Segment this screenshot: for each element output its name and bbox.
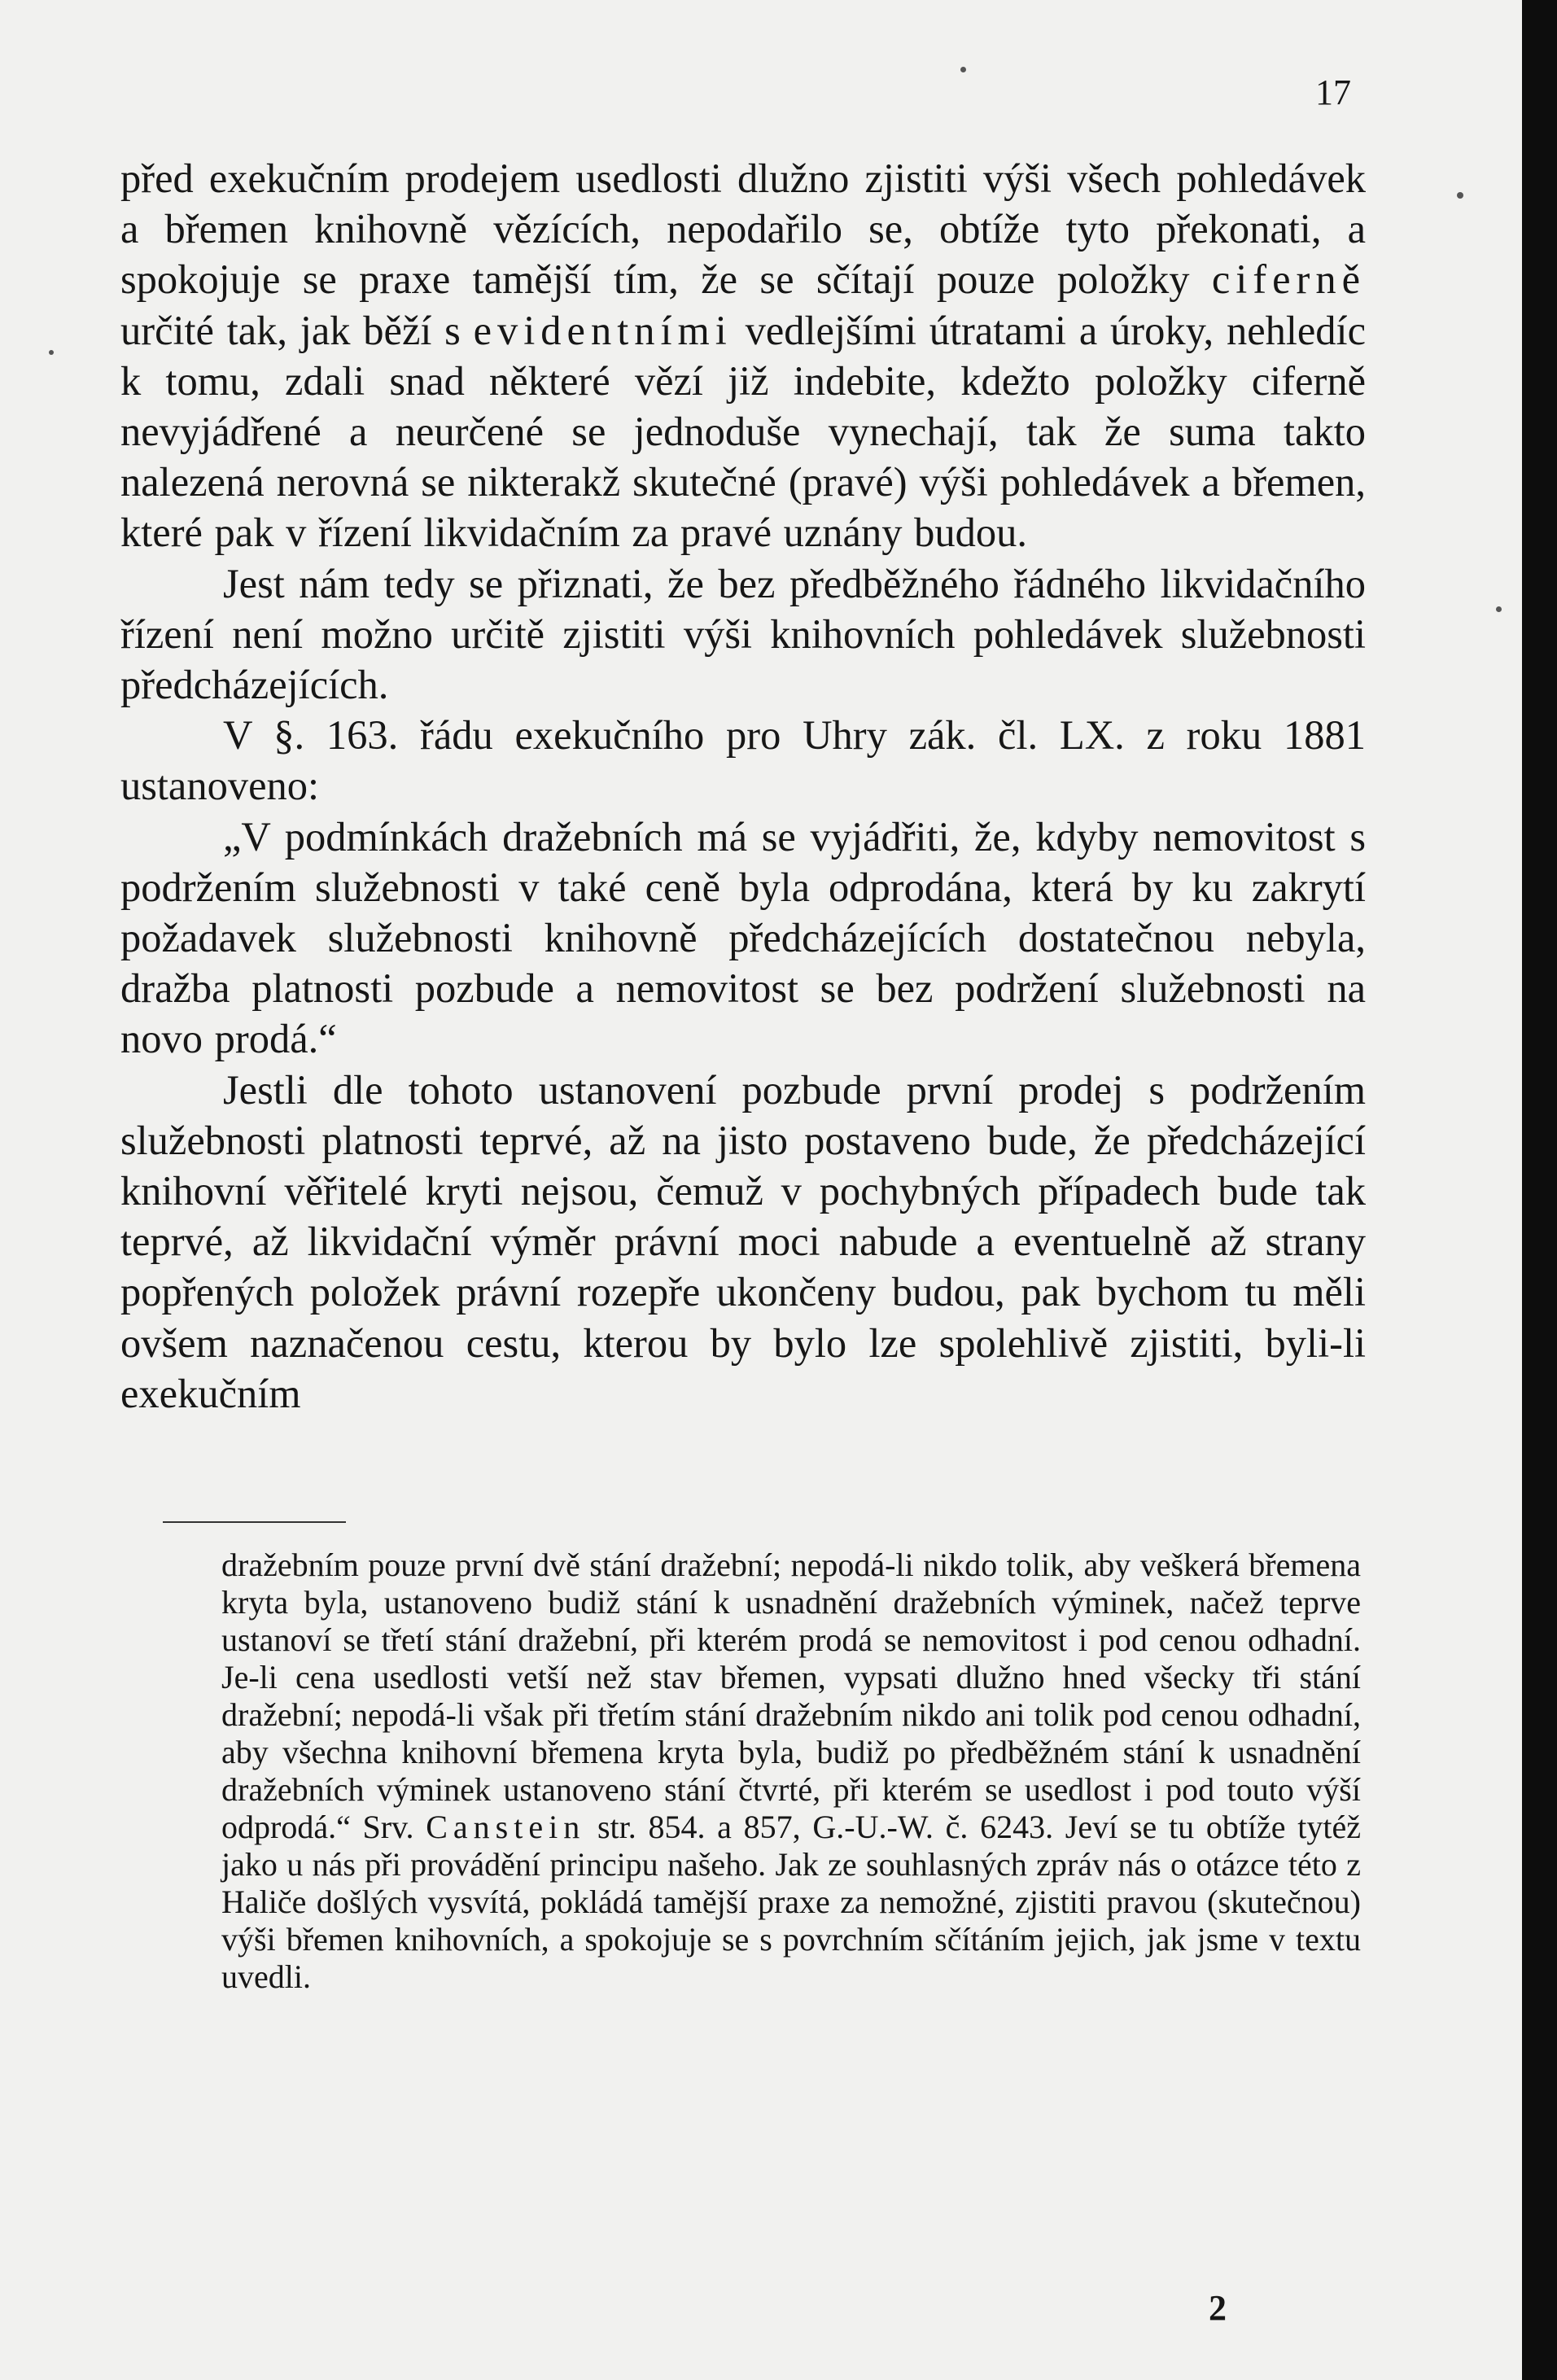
footnote-part-c: str. 854. a 857, G.-U.-W. č. 6243. Jeví se tu obtíže tytéž jako u nás při provádění principu našeho. Jak ze souhlasných zpráv nás o otázce této z Haliče došlých vysvítá, pokládá tamější praxe za nemožné, zjistiti pravou (skutečnou) výši břemen knihovních, a spokojuje se s povrchním sčítáním jejich, jak jsme v textu uvedli. xyxy=(221,1809,1362,1995)
page-number: 17 xyxy=(1315,72,1351,112)
signature-mark: 2 xyxy=(1209,2288,1227,2328)
scan-speck xyxy=(1496,606,1502,612)
paragraph-2: Jest nám tedy se přiznati, že bez předběžného řádného likvidačního řízení není možno určitě zjistiti výši knihovních pohledávek služebnosti předcházejících. xyxy=(120,560,1366,708)
scan-speck xyxy=(1457,192,1463,199)
paragraph-1-part-e: vedlejšími útratami a úroky, nehledíc k tomu, zdali snad některé vězí již indebite, kdežto položky ciferně nevyjádřené a neurčené se jednoduše vynechají, tak že suma takto nalezená nerovná se nikterakž skutečné (pravé) výši pohledávek a břemen, které pak v řízení likvidačním za pravé uznány budou. xyxy=(120,307,1366,556)
main-text xyxy=(120,153,1366,1419)
paragraph-1-part-c: určité tak, jak běží s xyxy=(120,307,474,353)
paragraph-1-spaced-ciferne: ciferně xyxy=(1211,256,1366,303)
paragraph-1-part-a: před exekučním prodejem usedlosti dlužno zjistiti výši všech pohledávek a břemen knihovně vězících, nepodařilo se, obtíže tyto překonati, a spokojuje se praxe tamější tím, že se sčítají pouze položky xyxy=(120,155,1366,303)
paragraph-5: Jestli dle tohoto ustanovení pozbude první prodej s podržením služebnosti platnosti teprvé, až na jisto postaveno bude, že předcházející knihovní věřitelé kryti nejsou, čemuž v pochybných případech bude tak teprvé, až likvidační výměr právní moci nabude a eventuelně až strany popřených položek právní rozepře ukončeny budou, pak bychom tu měli ovšem naznačenou cestu, kterou by bylo lze spolehlivě zjistiti, byli-li exekučním xyxy=(120,1066,1366,1416)
paragraph-1 xyxy=(120,153,1366,558)
page-edge-shadow xyxy=(1522,0,1557,2380)
footnote-divider xyxy=(163,1521,346,1523)
scan-speck xyxy=(49,350,54,355)
footnote-text xyxy=(221,1547,1361,1996)
footnote-part-a: dražebním pouze první dvě stání dražební; nepodá-li nikdo tolik, aby veškerá břemena kryta byla, ustanoveno budiž stání k usnadnění dražebních výminek, načež teprve ustanoví se třetí stání dražební, při kterém prodá se nemovitost i pod cenou odhadní. Je-li cena usedlosti vetší než stav břemen, vypsati dlužno hned všecky tři stání dražební; nepodá-li však při třetím stání dražebním nikdo ani tolik pod cenou odhadní, aby všechna knihovní břemena kryta byla, budiž po předběžném stání k usnadnění dražebních výminek ustanoveno stání čtvrté, při kterém se usedlost i pod touto výší odprodá.“ Srv. xyxy=(221,1547,1361,1845)
paragraph-3: V §. 163. řádu exekučního pro Uhry zák. čl. LX. z roku 1881 ustanoveno: xyxy=(120,712,1366,809)
footnote-author-canstein: Canstein xyxy=(426,1809,586,1845)
scan-speck xyxy=(960,67,966,72)
footnote xyxy=(221,1547,1361,1996)
paragraph-4-quote: „V podmínkách dražebních má se vyjádřiti, že, kdyby nemovitost s podržením služebnosti v také ceně byla odprodána, která by ku zakrytí požadavek služebnosti knihovně předcházejících dostatečnou nebyla, dražba platnosti pozbude a nemovitost se bez podržení služebnosti na novo prodá.“ xyxy=(120,813,1366,1062)
paragraph-1-spaced-evidentnimi: evidentními xyxy=(473,307,733,353)
